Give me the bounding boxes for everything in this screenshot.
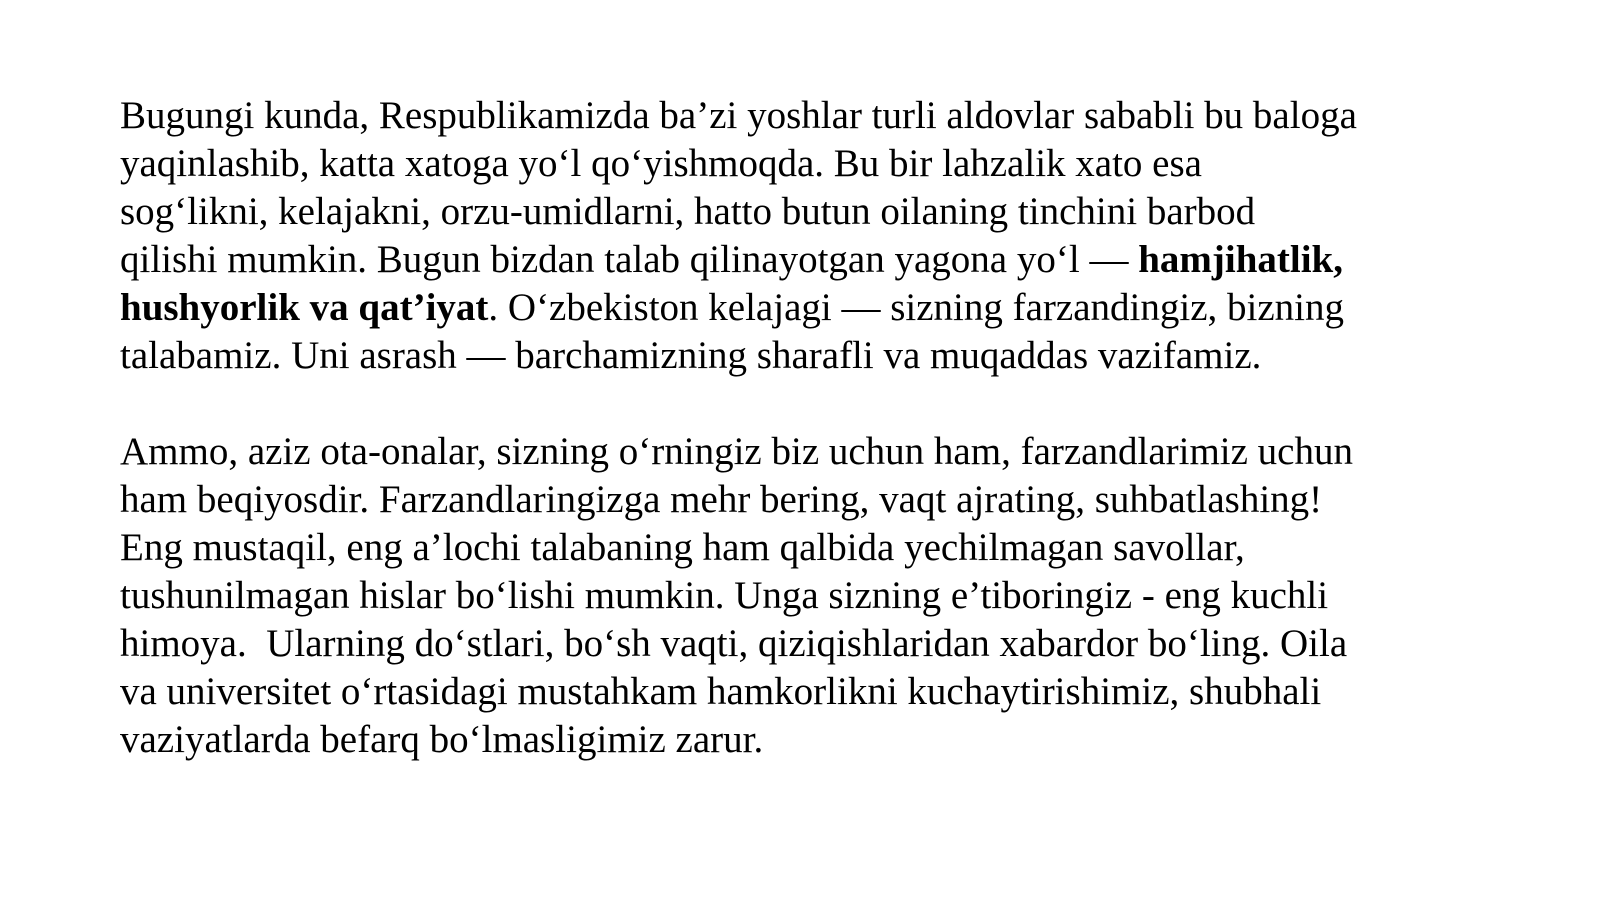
paragraph-1-line-4-text: qilishi mumkin. Bugun bizdan talab qilinayotgan yagona yo‘l — (120, 238, 1139, 281)
emphasis-hamjihatlik: hamjihatlik, (1138, 238, 1343, 281)
paragraph-1-line-4 (120, 236, 1560, 284)
paragraph-1-line-5-text: . O‘zbekiston kelajagi — sizning farzandingiz, bizning (488, 286, 1344, 329)
paragraph-1-line-3: sog‘likni, kelajakni, orzu-umidlarni, hatto butun oilaning tinchini barbod (120, 190, 1256, 233)
paragraph-1-line-6: talabamiz. Uni asrash — barchamizning sharafli va muqaddas vazifamiz. (120, 334, 1262, 377)
paragraph-2-line-5: himoya. Ularning do‘stlari, bo‘sh vaqti, qiziqishlaridan xabardor bo‘ling. Oila (120, 622, 1348, 665)
paragraph-2-line-3: Eng mustaqil, eng a’lochi talabaning ham qalbida yechilmagan savollar, (120, 526, 1245, 569)
paragraph-1 (120, 92, 1560, 380)
paragraph-2 (120, 428, 1560, 764)
emphasis-hushyorlik-qatiyat: hushyorlik va qat’iyat (120, 286, 489, 329)
paragraph-2-line-4: tushunilmagan hislar bo‘lishi mumkin. Unga sizning e’tiboringiz - eng kuchli (120, 574, 1329, 617)
paragraph-2-line-6: va universitet o‘rtasidagi mustahkam hamkorlikni kuchaytirishimiz, shubhali (120, 670, 1322, 713)
paragraph-1-line-5 (120, 284, 1560, 332)
paragraph-2-line-2: ham beqiyosdir. Farzandlaringizga mehr bering, vaqt ajrating, suhbatlashing! (120, 478, 1323, 521)
paragraph-2-line-7: vaziyatlarda befarq bo‘lmasligimiz zarur. (120, 718, 764, 761)
paragraph-2-line-1: Ammo, aziz ota-onalar, sizning o‘rningiz biz uchun ham, farzandlarimiz uchun (120, 430, 1353, 473)
slide-body-text (120, 92, 1560, 764)
paragraph-1-line-2: yaqinlashib, katta xatoga yo‘l qo‘yishmoqda. Bu bir lahzalik xato esa (120, 142, 1202, 185)
paragraph-1-line-1: Bugungi kunda, Respublikamizda ba’zi yoshlar turli aldovlar sababli bu baloga (120, 94, 1357, 137)
